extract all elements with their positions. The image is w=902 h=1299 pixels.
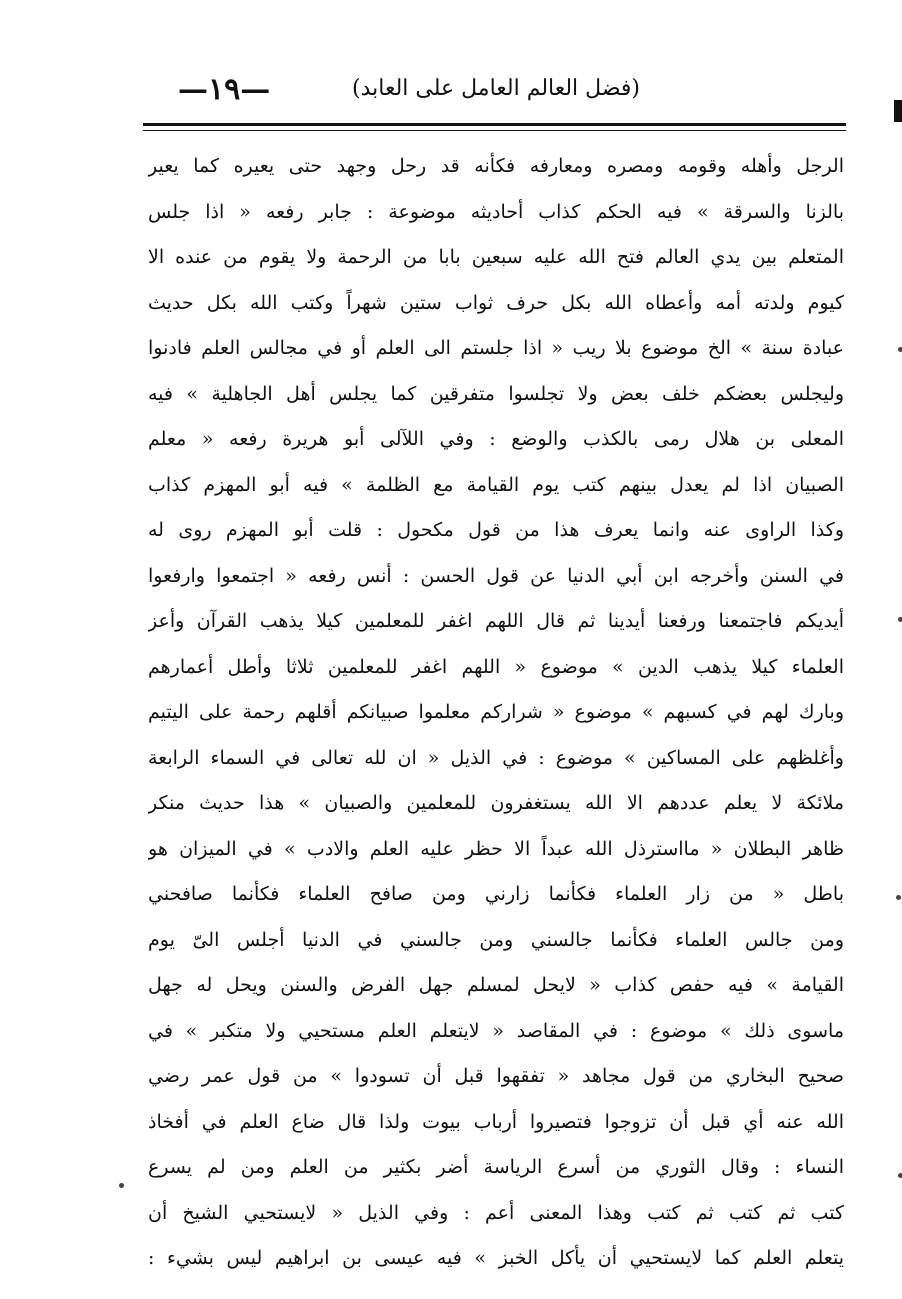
header-rule-thick bbox=[143, 123, 846, 126]
text-line: المتعلم بين يدي العالم فتح الله عليه سبعين بابا من الرحمة ولا يقوم من عنده الا bbox=[148, 246, 844, 268]
text-line: باطل « من زار العلماء فكأنما زارني ومن صافح العلماء فكأنما صافحني bbox=[148, 883, 844, 905]
text-line: ظاهر البطلان « مااسترذل الله عبداً الا حظر عليه العلم والادب » في الميزان هو bbox=[148, 837, 844, 860]
text-line: الله عنه أي قبل أن تزوجوا فتصيروا أرباب بيوت ولذا قال ضاع العلم في أفخاذ bbox=[148, 1110, 844, 1133]
margin-dot bbox=[896, 895, 901, 900]
text-line: صحيح البخاري من قول مجاهد « تفقهوا قبل أن تسودوا » من قول عمر رضي bbox=[148, 1065, 844, 1087]
text-line: ماسوى ذلك » موضوع : في المقاصد « لايتعلم العلم مستحيي ولا متكبر » في bbox=[148, 1019, 844, 1042]
text-line: في السنن وأخرجه ابن أبي الدنيا عن قول الحسن : أنس رفعه « اجتمعوا وارفعوا bbox=[148, 564, 844, 587]
text-line: ملائكة لا يعلم عددهم الا الله يستغفرون للمعلمين والصبيان » هذا حديث منكر bbox=[148, 792, 844, 814]
text-line: يتعلم العلم كما لايستحيي أن يأكل الخبز » فيه عيسى بن ابراهيم ليس بشيء : bbox=[148, 1247, 844, 1269]
text-line: أيديكم فاجتمعنا ورفعنا أيدينا ثم قال اللهم اغفر للمعلمين كيلا يذهب القرآن وأعز bbox=[148, 610, 844, 632]
margin-dot bbox=[898, 347, 902, 352]
text-line: النساء : وقال الثوري من أسرع الرياسة أضر بكثير من العلم ومن لم يسرع bbox=[148, 1156, 844, 1178]
text-line: الصبيان اذا لم يعدل بينهم كتب يوم القيامة مع الظلمة » فيه أبو المهزم كذاب bbox=[148, 473, 844, 496]
page-header bbox=[150, 66, 840, 114]
text-line: ومن جالس العلماء فكأنما جالسني ومن جالسني في الدنيا أجلس الىّ يوم bbox=[148, 928, 844, 951]
text-line: بالزنا والسرقة » فيه الحكم كذاب أحاديثه موضوعة : جابر رفعه « اذا جلس bbox=[148, 200, 844, 223]
margin-dot bbox=[898, 1173, 902, 1178]
text-line: عبادة سنة » الخ موضوع بلا ريب « اذا جلستم الى العلم أو في مجالس العلم فادنوا bbox=[148, 337, 844, 359]
margin-dot bbox=[898, 617, 902, 622]
text-line: القيامة » فيه حفص كذاب « لايحل لمسلم جهل الفرض والسنن ويحل له جهل bbox=[148, 974, 844, 996]
page-number: —١٩— bbox=[178, 72, 271, 107]
text-line: الرجل وأهله وقومه ومصره ومعارفه فكأنه قد رحل وجهد حتى يعيره كما يعير bbox=[148, 155, 844, 177]
body-text bbox=[148, 144, 844, 1282]
text-line: وأغلظهم على المساكين » موضوع : في الذيل « ان لله تعالى في السماء الرابعة bbox=[148, 746, 844, 769]
text-line: وليجلس بعضكم خلف بعض ولا تجلسوا متفرقين كما يجلس أهل الجاهلية » فيه bbox=[148, 382, 844, 405]
text-line: العلماء كيلا يذهب الدين » موضوع « اللهم اغفر للمعلمين ثلاثا وأطل أعمارهم bbox=[148, 655, 844, 678]
text-line: كيوم ولدته أمه وأعطاه الله بكل حرف ثواب ستين شهراً وكتب الله بكل حديث bbox=[148, 291, 844, 314]
running-title: (فضل العالم العامل على العابد) bbox=[352, 76, 640, 101]
header-rule-thin bbox=[143, 130, 846, 131]
text-line: المعلى بن هلال رمى بالكذب والوضع : وفي اللآلى أبو هريرة رفعه « معلم bbox=[148, 428, 844, 450]
text-line: وكذا الراوى عنه وانما يعرف هذا من قول مكحول : قلت أبو المهزم روى له bbox=[148, 519, 844, 541]
margin-dot bbox=[119, 1183, 124, 1188]
text-line: كتب ثم كتب ثم كتب وهذا المعنى أعم : وفي الذيل « لايستحيي الشيخ أن bbox=[148, 1201, 844, 1224]
text-line: وبارك لهم في كسبهم » موضوع « شراركم معلموا صبيانكم أقلهم رحمة على اليتيم bbox=[148, 701, 844, 723]
page-edge-mark bbox=[894, 100, 902, 122]
